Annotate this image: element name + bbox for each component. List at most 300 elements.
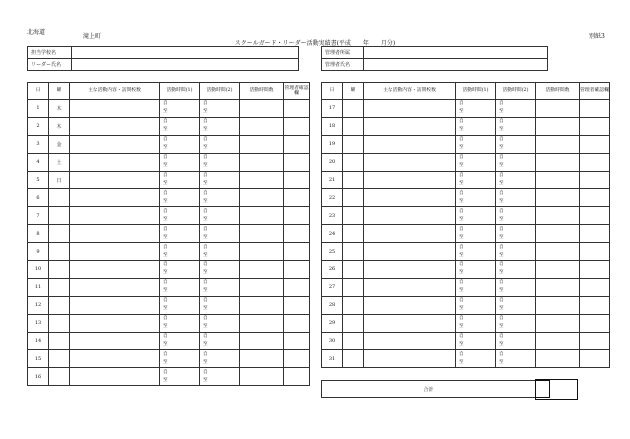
weekday-cell bbox=[343, 261, 364, 279]
activity-content-cell[interactable] bbox=[364, 261, 456, 279]
time-from-label: 自 bbox=[499, 298, 504, 304]
activity-time-1-cell[interactable] bbox=[456, 332, 496, 350]
table-row bbox=[28, 225, 310, 243]
activity-time-1-cell[interactable] bbox=[456, 153, 496, 171]
day-cell: 24 bbox=[322, 225, 343, 243]
activity-content-cell[interactable] bbox=[364, 153, 456, 171]
time-from-label: 自 bbox=[499, 208, 504, 214]
time-to-label: 至 bbox=[499, 234, 504, 240]
activity-time-1-cell[interactable] bbox=[456, 314, 496, 332]
activity-time-1-cell[interactable] bbox=[456, 296, 496, 314]
activity-time-2-cell[interactable] bbox=[200, 100, 240, 118]
activity-time-2-cell[interactable] bbox=[496, 100, 536, 118]
time-range bbox=[200, 279, 239, 295]
day-cell: 19 bbox=[322, 135, 343, 153]
left-activity-table bbox=[27, 82, 310, 386]
table-row bbox=[322, 171, 610, 189]
activity-content-cell[interactable] bbox=[70, 314, 160, 332]
weekday-cell bbox=[49, 225, 70, 243]
activity-time-1-cell[interactable] bbox=[456, 225, 496, 243]
activity-time-2-cell[interactable] bbox=[200, 314, 240, 332]
activity-hours-cell[interactable] bbox=[536, 261, 580, 279]
activity-hours-cell[interactable] bbox=[536, 117, 580, 135]
time-to-label: 至 bbox=[203, 216, 208, 222]
day-cell: 4 bbox=[28, 153, 49, 171]
time-range bbox=[456, 100, 495, 116]
manager-check-cell[interactable] bbox=[284, 100, 310, 118]
manager-check-cell[interactable] bbox=[284, 261, 310, 279]
time-range bbox=[496, 190, 535, 206]
time-from-label: 自 bbox=[459, 334, 464, 340]
manager-check-cell[interactable] bbox=[580, 261, 610, 279]
total-label: 合計 bbox=[322, 381, 536, 398]
activity-hours-cell[interactable] bbox=[536, 153, 580, 171]
time-to-label: 至 bbox=[163, 306, 168, 312]
activity-content-cell[interactable] bbox=[364, 171, 456, 189]
activity-hours-cell[interactable] bbox=[536, 207, 580, 225]
time-range bbox=[496, 297, 535, 313]
activity-hours-cell[interactable] bbox=[240, 153, 284, 171]
manager-check-cell[interactable] bbox=[284, 117, 310, 135]
column-header: 管理者確認欄 bbox=[580, 83, 610, 100]
activity-time-1-cell[interactable] bbox=[160, 314, 200, 332]
town-label: 滝上町 bbox=[83, 33, 102, 40]
time-from-label: 自 bbox=[163, 369, 168, 375]
activity-content-cell[interactable] bbox=[70, 243, 160, 261]
time-to-label: 至 bbox=[499, 270, 504, 276]
day-cell: 27 bbox=[322, 278, 343, 296]
info-row bbox=[322, 47, 548, 59]
activity-time-1-cell[interactable] bbox=[456, 171, 496, 189]
manager-check-cell[interactable] bbox=[580, 117, 610, 135]
time-to-label: 至 bbox=[203, 252, 208, 258]
activity-time-1-cell[interactable] bbox=[456, 117, 496, 135]
day-cell: 15 bbox=[28, 350, 49, 368]
activity-time-2-cell[interactable] bbox=[200, 332, 240, 350]
activity-hours-cell[interactable] bbox=[240, 207, 284, 225]
activity-content-cell[interactable] bbox=[364, 225, 456, 243]
time-from-label: 自 bbox=[499, 190, 504, 196]
time-from-label: 自 bbox=[499, 119, 504, 125]
manager-check-cell[interactable] bbox=[284, 296, 310, 314]
time-from-label: 自 bbox=[163, 190, 168, 196]
activity-hours-cell[interactable] bbox=[240, 296, 284, 314]
column-header: 主な活動内容・訪問校数 bbox=[364, 83, 456, 100]
activity-time-2-cell[interactable] bbox=[496, 243, 536, 261]
manager-check-cell[interactable] bbox=[580, 350, 610, 368]
activity-time-1-cell[interactable] bbox=[160, 278, 200, 296]
activity-content-cell[interactable] bbox=[70, 171, 160, 189]
activity-time-2-cell[interactable] bbox=[200, 225, 240, 243]
activity-content-cell[interactable] bbox=[364, 135, 456, 153]
activity-hours-cell[interactable] bbox=[240, 314, 284, 332]
activity-hours-cell[interactable] bbox=[536, 100, 580, 118]
manager-check-cell[interactable] bbox=[284, 314, 310, 332]
activity-hours-cell[interactable] bbox=[536, 350, 580, 368]
total-value-box bbox=[535, 379, 578, 400]
activity-time-2-cell[interactable] bbox=[496, 189, 536, 207]
activity-hours-cell[interactable] bbox=[240, 117, 284, 135]
total-table bbox=[321, 380, 550, 398]
table-row bbox=[28, 135, 310, 153]
activity-time-1-cell[interactable] bbox=[160, 171, 200, 189]
activity-time-2-cell[interactable] bbox=[496, 278, 536, 296]
time-range bbox=[200, 100, 239, 116]
weekday-cell bbox=[343, 350, 364, 368]
manager-check-cell[interactable] bbox=[284, 189, 310, 207]
activity-time-2-cell[interactable] bbox=[496, 117, 536, 135]
column-header: 曜 bbox=[49, 83, 70, 100]
time-range bbox=[496, 226, 535, 242]
time-to-label: 至 bbox=[499, 288, 504, 294]
manager-check-cell[interactable] bbox=[284, 332, 310, 350]
activity-time-1-cell[interactable] bbox=[160, 135, 200, 153]
weekday-cell bbox=[343, 153, 364, 171]
activity-hours-cell[interactable] bbox=[240, 100, 284, 118]
time-to-label: 至 bbox=[459, 342, 464, 348]
time-from-label: 自 bbox=[203, 101, 208, 107]
time-to-label: 至 bbox=[163, 127, 168, 133]
activity-time-2-cell[interactable] bbox=[496, 225, 536, 243]
time-from-label: 自 bbox=[499, 173, 504, 178]
time-to-label: 至 bbox=[203, 127, 208, 133]
activity-time-2-cell[interactable] bbox=[200, 296, 240, 314]
activity-hours-cell[interactable] bbox=[240, 171, 284, 189]
time-from-label: 自 bbox=[459, 190, 464, 196]
activity-time-2-cell[interactable] bbox=[200, 278, 240, 296]
activity-content-cell[interactable] bbox=[70, 207, 160, 225]
info-value-field[interactable] bbox=[72, 59, 299, 71]
activity-time-2-cell[interactable] bbox=[200, 261, 240, 279]
activity-time-1-cell[interactable] bbox=[160, 189, 200, 207]
activity-content-cell[interactable] bbox=[364, 350, 456, 368]
day-cell: 7 bbox=[28, 207, 49, 225]
activity-content-cell[interactable] bbox=[70, 117, 160, 135]
activity-time-2-cell[interactable] bbox=[200, 117, 240, 135]
activity-time-1-cell[interactable] bbox=[456, 261, 496, 279]
manager-check-cell[interactable] bbox=[580, 296, 610, 314]
time-from-label: 自 bbox=[163, 316, 168, 322]
day-cell: 25 bbox=[322, 243, 343, 261]
activity-time-2-cell[interactable] bbox=[200, 207, 240, 225]
time-to-label: 至 bbox=[459, 306, 464, 312]
time-range bbox=[200, 118, 239, 134]
manager-check-cell[interactable] bbox=[580, 189, 610, 207]
time-from-label: 自 bbox=[459, 298, 464, 304]
activity-content-cell[interactable] bbox=[70, 153, 160, 171]
activity-content-cell[interactable] bbox=[364, 332, 456, 350]
activity-content-cell[interactable] bbox=[70, 350, 160, 368]
day-cell: 8 bbox=[28, 225, 49, 243]
time-range bbox=[456, 333, 495, 349]
activity-time-1-cell[interactable] bbox=[160, 243, 200, 261]
activity-hours-cell[interactable] bbox=[536, 135, 580, 153]
activity-content-cell[interactable] bbox=[70, 332, 160, 350]
table-row bbox=[322, 332, 610, 350]
time-range bbox=[200, 136, 239, 152]
activity-time-1-cell[interactable] bbox=[456, 207, 496, 225]
activity-hours-cell[interactable] bbox=[536, 225, 580, 243]
activity-time-1-cell[interactable] bbox=[160, 261, 200, 279]
time-range bbox=[160, 315, 199, 331]
activity-time-2-cell[interactable] bbox=[200, 135, 240, 153]
page-title: スクールガード・リーダー活動実績書(平成 年 月分) bbox=[234, 40, 396, 47]
time-to-label: 至 bbox=[203, 145, 208, 151]
activity-hours-cell[interactable] bbox=[240, 135, 284, 153]
time-from-label: 自 bbox=[499, 155, 504, 161]
activity-time-1-cell[interactable] bbox=[160, 350, 200, 368]
manager-check-cell[interactable] bbox=[284, 225, 310, 243]
activity-content-cell[interactable] bbox=[364, 117, 456, 135]
activity-content-cell[interactable] bbox=[70, 100, 160, 118]
activity-time-1-cell[interactable] bbox=[456, 278, 496, 296]
activity-content-cell[interactable] bbox=[364, 189, 456, 207]
manager-check-cell[interactable] bbox=[284, 350, 310, 368]
column-header: 活動時間数 bbox=[240, 83, 284, 100]
activity-hours-cell[interactable] bbox=[240, 278, 284, 296]
activity-time-2-cell[interactable] bbox=[200, 350, 240, 368]
manager-check-cell[interactable] bbox=[580, 278, 610, 296]
manager-check-cell[interactable] bbox=[580, 314, 610, 332]
activity-content-cell[interactable] bbox=[364, 100, 456, 118]
day-cell: 12 bbox=[28, 296, 49, 314]
activity-hours-cell[interactable] bbox=[240, 332, 284, 350]
time-range bbox=[160, 244, 199, 260]
activity-content-cell[interactable] bbox=[364, 278, 456, 296]
weekday-cell: 金 bbox=[49, 135, 70, 153]
time-to-label: 至 bbox=[499, 216, 504, 222]
time-range bbox=[200, 244, 239, 260]
manager-check-cell[interactable] bbox=[580, 207, 610, 225]
time-range bbox=[456, 136, 495, 152]
manager-check-cell[interactable] bbox=[580, 332, 610, 350]
time-to-label: 至 bbox=[163, 216, 168, 222]
info-value-field[interactable] bbox=[364, 47, 548, 59]
time-from-label: 自 bbox=[163, 351, 168, 357]
activity-content-cell[interactable] bbox=[364, 207, 456, 225]
activity-content-cell[interactable] bbox=[70, 135, 160, 153]
activity-content-cell[interactable] bbox=[70, 189, 160, 207]
manager-check-cell[interactable] bbox=[284, 243, 310, 261]
info-value-field[interactable] bbox=[364, 59, 548, 71]
activity-time-2-cell[interactable] bbox=[200, 153, 240, 171]
activity-time-1-cell[interactable] bbox=[456, 100, 496, 118]
weekday-cell bbox=[343, 296, 364, 314]
manager-check-cell[interactable] bbox=[580, 171, 610, 189]
time-from-label: 自 bbox=[203, 155, 208, 161]
time-range bbox=[160, 279, 199, 295]
day-cell: 21 bbox=[322, 171, 343, 189]
day-cell: 17 bbox=[322, 100, 343, 118]
activity-time-2-cell[interactable] bbox=[200, 189, 240, 207]
time-to-label: 至 bbox=[203, 270, 208, 276]
activity-content-cell[interactable] bbox=[70, 261, 160, 279]
manager-check-cell[interactable] bbox=[580, 225, 610, 243]
weekday-cell bbox=[49, 332, 70, 350]
activity-hours-cell[interactable] bbox=[536, 314, 580, 332]
day-cell: 2 bbox=[28, 117, 49, 135]
day-cell: 13 bbox=[28, 314, 49, 332]
weekday-cell bbox=[343, 207, 364, 225]
activity-content-cell[interactable] bbox=[364, 243, 456, 261]
time-to-label: 至 bbox=[499, 127, 504, 133]
manager-check-cell[interactable] bbox=[284, 171, 310, 189]
day-cell: 1 bbox=[28, 100, 49, 118]
activity-time-1-cell[interactable] bbox=[456, 189, 496, 207]
time-from-label: 自 bbox=[163, 173, 168, 178]
table-row bbox=[28, 117, 310, 135]
table-row bbox=[322, 350, 610, 368]
time-range bbox=[496, 244, 535, 260]
time-from-label: 自 bbox=[163, 226, 168, 232]
activity-hours-cell[interactable] bbox=[536, 243, 580, 261]
activity-time-2-cell[interactable] bbox=[496, 332, 536, 350]
manager-check-cell[interactable] bbox=[580, 135, 610, 153]
activity-time-1-cell[interactable] bbox=[160, 100, 200, 118]
time-range bbox=[496, 100, 535, 116]
activity-time-1-cell[interactable] bbox=[160, 117, 200, 135]
activity-hours-cell[interactable] bbox=[536, 296, 580, 314]
time-range bbox=[456, 118, 495, 134]
time-from-label: 自 bbox=[499, 244, 504, 250]
time-range bbox=[160, 208, 199, 224]
time-range bbox=[200, 315, 239, 331]
activity-time-2-cell[interactable] bbox=[496, 135, 536, 153]
time-from-label: 自 bbox=[459, 244, 464, 250]
weekday-cell bbox=[343, 100, 364, 118]
activity-hours-cell[interactable] bbox=[240, 261, 284, 279]
table-row bbox=[322, 243, 610, 261]
time-range bbox=[456, 190, 495, 206]
time-from-label: 自 bbox=[163, 119, 168, 125]
time-to-label: 至 bbox=[163, 288, 168, 294]
time-from-label: 自 bbox=[163, 137, 168, 143]
activity-time-1-cell[interactable] bbox=[160, 332, 200, 350]
time-range bbox=[496, 208, 535, 224]
activity-hours-cell[interactable] bbox=[240, 350, 284, 368]
activity-content-cell[interactable] bbox=[70, 296, 160, 314]
manager-check-cell[interactable] bbox=[284, 278, 310, 296]
time-range bbox=[496, 351, 535, 367]
time-from-label: 自 bbox=[459, 208, 464, 214]
time-from-label: 自 bbox=[163, 244, 168, 250]
activity-content-cell[interactable] bbox=[364, 314, 456, 332]
table-row bbox=[28, 189, 310, 207]
time-from-label: 自 bbox=[203, 137, 208, 143]
time-to-label: 至 bbox=[459, 216, 464, 222]
time-range bbox=[496, 333, 535, 349]
day-cell: 26 bbox=[322, 261, 343, 279]
activity-hours-cell[interactable] bbox=[536, 278, 580, 296]
activity-hours-cell[interactable] bbox=[240, 243, 284, 261]
manager-check-cell[interactable] bbox=[580, 153, 610, 171]
activity-content-cell[interactable] bbox=[70, 368, 160, 386]
day-cell: 20 bbox=[322, 153, 343, 171]
activity-time-2-cell[interactable] bbox=[200, 243, 240, 261]
activity-hours-cell[interactable] bbox=[240, 225, 284, 243]
activity-hours-cell[interactable] bbox=[536, 332, 580, 350]
manager-check-cell[interactable] bbox=[580, 100, 610, 118]
info-label: 担当学校名 bbox=[28, 47, 72, 59]
activity-hours-cell[interactable] bbox=[536, 171, 580, 189]
activity-hours-cell[interactable] bbox=[536, 189, 580, 207]
weekday-cell bbox=[343, 332, 364, 350]
time-from-label: 自 bbox=[499, 101, 504, 107]
activity-time-1-cell[interactable] bbox=[456, 243, 496, 261]
manager-check-cell[interactable] bbox=[580, 243, 610, 261]
time-range bbox=[496, 172, 535, 188]
manager-check-cell[interactable] bbox=[284, 135, 310, 153]
activity-time-2-cell[interactable] bbox=[496, 207, 536, 225]
time-range bbox=[456, 279, 495, 295]
time-from-label: 自 bbox=[203, 351, 208, 357]
activity-time-2-cell[interactable] bbox=[496, 261, 536, 279]
activity-time-2-cell[interactable] bbox=[496, 171, 536, 189]
manager-check-cell[interactable] bbox=[284, 153, 310, 171]
weekday-cell bbox=[343, 243, 364, 261]
manager-check-cell[interactable] bbox=[284, 368, 310, 386]
activity-content-cell[interactable] bbox=[70, 278, 160, 296]
time-to-label: 至 bbox=[203, 163, 208, 169]
time-from-label: 自 bbox=[459, 280, 464, 286]
table-row bbox=[322, 261, 610, 279]
time-to-label: 至 bbox=[163, 145, 168, 151]
activity-time-1-cell[interactable] bbox=[160, 207, 200, 225]
weekday-cell bbox=[49, 207, 70, 225]
activity-time-1-cell[interactable] bbox=[160, 225, 200, 243]
activity-time-2-cell[interactable] bbox=[496, 350, 536, 368]
time-from-label: 自 bbox=[203, 226, 208, 232]
table-row bbox=[322, 278, 610, 296]
activity-time-1-cell[interactable] bbox=[160, 153, 200, 171]
time-from-label: 自 bbox=[163, 280, 168, 286]
time-from-label: 自 bbox=[459, 316, 464, 322]
table-row bbox=[28, 314, 310, 332]
activity-time-2-cell[interactable] bbox=[496, 314, 536, 332]
activity-time-2-cell[interactable] bbox=[496, 296, 536, 314]
activity-time-1-cell[interactable] bbox=[160, 296, 200, 314]
activity-content-cell[interactable] bbox=[364, 296, 456, 314]
activity-time-2-cell[interactable] bbox=[200, 368, 240, 386]
time-from-label: 自 bbox=[203, 173, 208, 178]
activity-hours-cell[interactable] bbox=[240, 189, 284, 207]
time-to-label: 至 bbox=[163, 342, 168, 348]
activity-time-2-cell[interactable] bbox=[200, 171, 240, 189]
manager-check-cell[interactable] bbox=[284, 207, 310, 225]
weekday-cell bbox=[49, 189, 70, 207]
weekday-cell bbox=[49, 368, 70, 386]
time-range bbox=[160, 154, 199, 170]
time-range bbox=[200, 351, 239, 367]
time-range bbox=[160, 190, 199, 206]
time-from-label: 自 bbox=[499, 280, 504, 286]
activity-time-1-cell[interactable] bbox=[160, 368, 200, 386]
time-range bbox=[160, 261, 199, 277]
activity-time-1-cell[interactable] bbox=[456, 135, 496, 153]
column-header: 活動時間(2) bbox=[496, 83, 536, 100]
time-from-label: 自 bbox=[203, 244, 208, 250]
time-to-label: 至 bbox=[163, 270, 168, 276]
time-range bbox=[160, 297, 199, 313]
activity-hours-cell[interactable] bbox=[240, 368, 284, 386]
activity-time-2-cell[interactable] bbox=[496, 153, 536, 171]
activity-time-1-cell[interactable] bbox=[456, 350, 496, 368]
form-number: 別紙3 bbox=[589, 33, 605, 40]
time-range bbox=[160, 351, 199, 367]
activity-content-cell[interactable] bbox=[70, 225, 160, 243]
info-value-field[interactable] bbox=[72, 47, 299, 59]
time-to-label: 至 bbox=[203, 324, 208, 330]
